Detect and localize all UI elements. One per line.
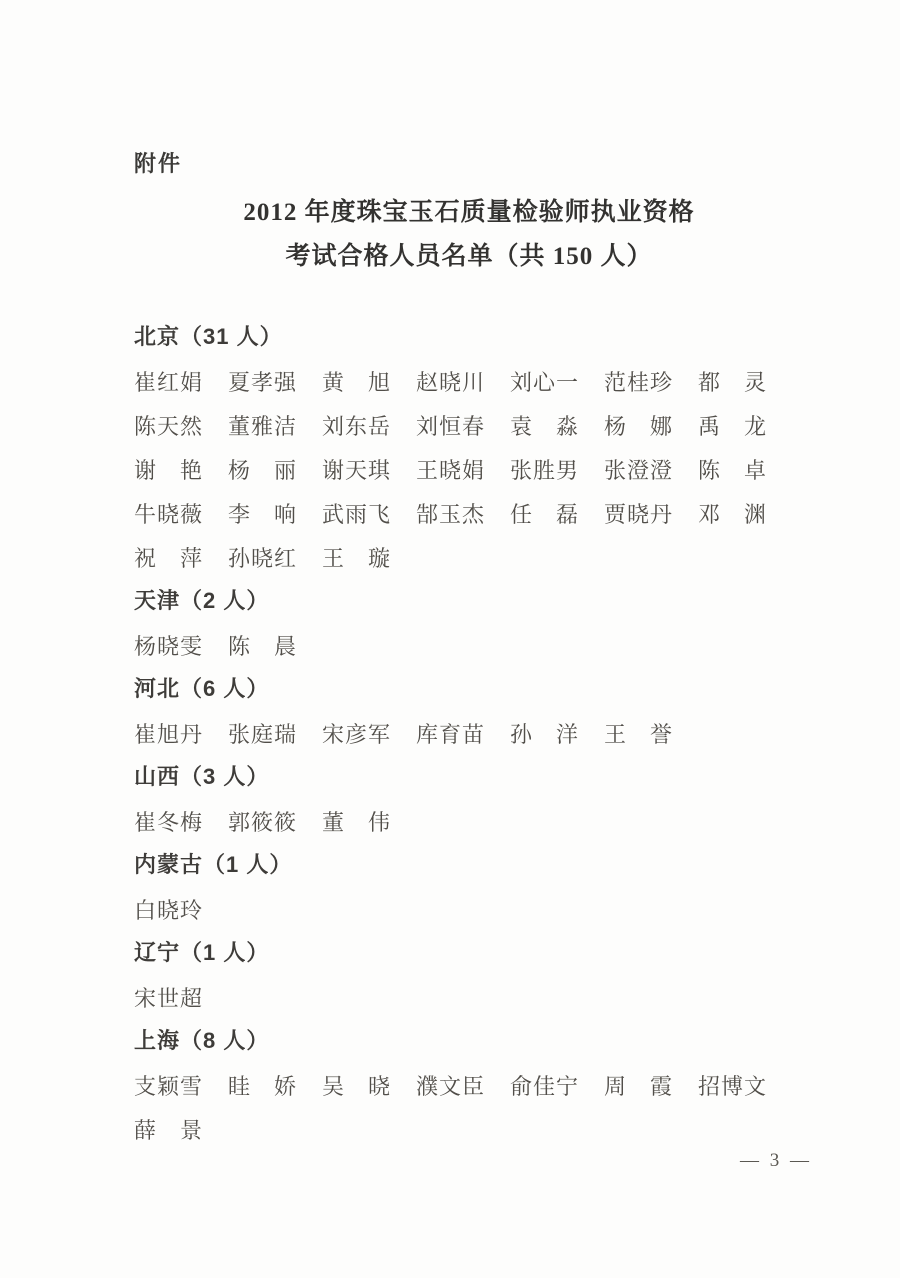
person-name: 武 雨 飞 [322, 501, 390, 527]
person-name: 都 灵 [698, 369, 766, 395]
person-name: 孙 洋 [510, 721, 578, 747]
person-name: 郜 玉 杰 [416, 501, 484, 527]
person-name: 崔 旭 丹 [134, 721, 202, 747]
person-name: 王 璇 [322, 545, 390, 571]
person-name: 孙 晓 红 [228, 545, 296, 571]
person-name: 陈 晨 [228, 633, 296, 659]
person-name: 刘 心 一 [510, 369, 578, 395]
section-heading: 辽宁（1 人） [134, 940, 270, 965]
person-name: 库 育 苗 [416, 721, 484, 747]
person-name: 宋 彦 军 [322, 721, 390, 747]
sections [134, 315, 794, 1151]
name-row [134, 623, 794, 667]
name-row [134, 1063, 794, 1107]
name-row [134, 975, 794, 1019]
person-name: 濮 文 臣 [416, 1073, 484, 1099]
person-name: 王 誉 [604, 721, 672, 747]
name-row [134, 403, 794, 447]
person-name: 董 雅 洁 [228, 413, 296, 439]
name-row [134, 535, 794, 579]
person-name: 宋 世 超 [134, 985, 202, 1011]
section-heading: 内蒙古（1 人） [134, 852, 293, 877]
title-line-2: 考试合格人员名单（共 150 人） [285, 243, 653, 270]
section-heading: 河北（6 人） [134, 676, 270, 701]
person-name: 支 颖 雪 [134, 1073, 202, 1099]
person-name: 白 晓 玲 [134, 897, 202, 923]
person-name: 谢 艳 [134, 457, 202, 483]
name-row [134, 491, 794, 535]
section-heading: 北京（31 人） [134, 324, 283, 349]
person-name: 薛 景 [134, 1117, 202, 1143]
person-name: 谢 天 琪 [322, 457, 390, 483]
person-name: 杨 娜 [604, 413, 672, 439]
person-name: 禹 龙 [698, 413, 766, 439]
person-name: 李 响 [228, 501, 296, 527]
name-row [134, 799, 794, 843]
person-name: 陈 卓 [698, 457, 766, 483]
person-name: 吴 晓 [322, 1073, 390, 1099]
document-title [19, 191, 900, 279]
name-row [134, 447, 794, 491]
person-name: 范 桂 珍 [604, 369, 672, 395]
attachment-label: 附件 [134, 151, 183, 176]
person-name: 张 胜 男 [510, 457, 578, 483]
person-name: 贾 晓 丹 [604, 501, 672, 527]
person-name: 牛 晓 薇 [134, 501, 202, 527]
person-name: 崔 红 娟 [134, 369, 202, 395]
person-name: 袁 淼 [510, 413, 578, 439]
person-name: 杨 晓 雯 [134, 633, 202, 659]
title-line-1: 2012 年度珠宝玉石质量检验师执业资格 [243, 199, 695, 226]
person-name: 邓 渊 [698, 501, 766, 527]
person-name: 眭 娇 [228, 1073, 296, 1099]
person-name: 陈 天 然 [134, 413, 202, 439]
person-name: 夏 孝 强 [228, 369, 296, 395]
name-row [134, 1107, 794, 1151]
page-number: — 3 — [740, 1150, 812, 1171]
person-name: 杨 丽 [228, 457, 296, 483]
name-row [134, 359, 794, 403]
person-name: 俞 佳 宁 [510, 1073, 578, 1099]
person-name: 崔 冬 梅 [134, 809, 202, 835]
person-name: 黄 旭 [322, 369, 390, 395]
person-name: 郭 筱 筱 [228, 809, 296, 835]
person-name: 周 霞 [604, 1073, 672, 1099]
person-name: 刘 恒 春 [416, 413, 484, 439]
section-heading: 山西（3 人） [134, 764, 270, 789]
name-row [134, 887, 794, 931]
section-heading: 天津（2 人） [134, 588, 270, 613]
person-name: 张 庭 瑞 [228, 721, 296, 747]
section-heading: 上海（8 人） [134, 1028, 270, 1053]
person-name: 招 博 文 [698, 1073, 766, 1099]
person-name: 祝 萍 [134, 545, 202, 571]
person-name: 刘 东 岳 [322, 413, 390, 439]
person-name: 王 晓 娟 [416, 457, 484, 483]
person-name: 张 澄 澄 [604, 457, 672, 483]
name-row [134, 711, 794, 755]
person-name: 董 伟 [322, 809, 390, 835]
person-name: 赵 晓 川 [416, 369, 484, 395]
person-name: 任 磊 [510, 501, 578, 527]
